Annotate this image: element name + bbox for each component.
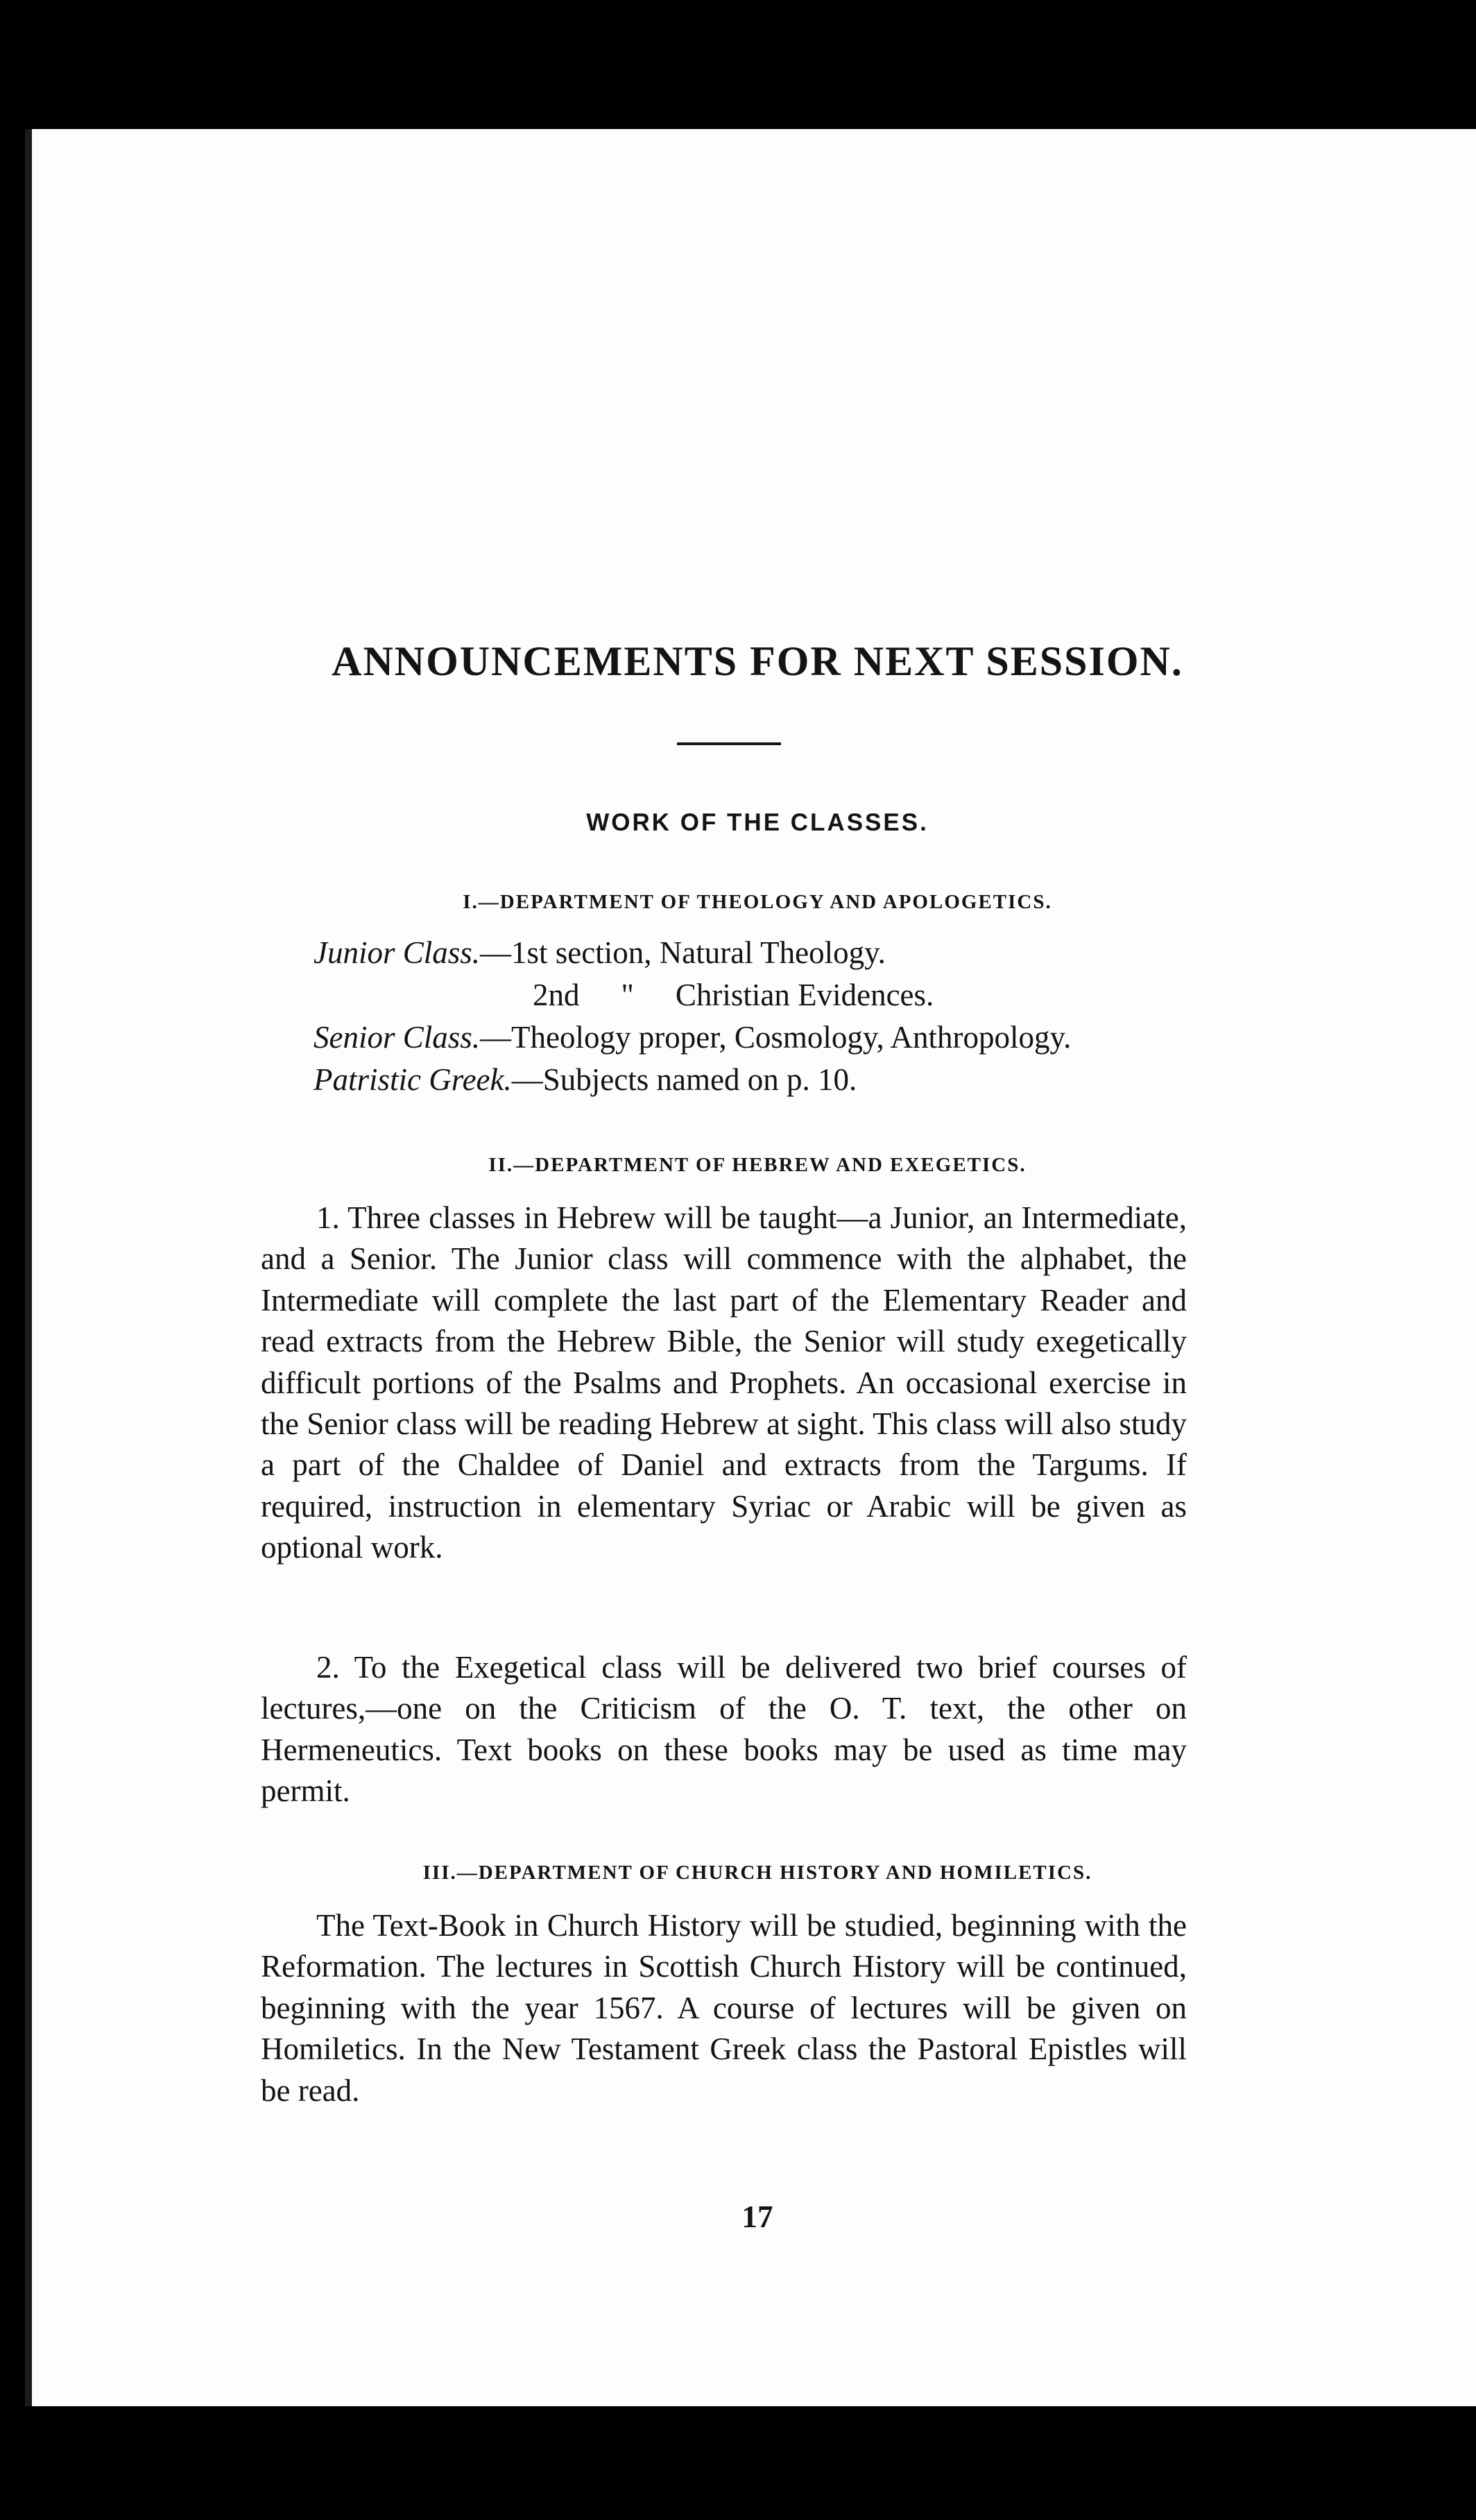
class-text-patristic: —Subjects named on p. 10. — [511, 1062, 857, 1097]
paragraph-text: 1. Three classes in Hebrew will be taught—a Junior, an Intermediate, and a Senior. The Junior class will commence with the alphabet, the Intermediate will complete the last part of the Elementary Reader and read extracts from the Hebrew Bible, the Senior will study exegetically difficult portions of the Psalms and Prophets. An occasional exercise in the Senior class will be reading Hebrew at sight. This class will also study a part of the Chaldee of Daniel and extracts from the Targums. If required, instruction in elementary Syriac or Arabic will be given as optional work. — [261, 1200, 1187, 1565]
class-text-senior: —Theology proper, Cosmology, Anthropology. — [480, 1020, 1072, 1055]
church-history-paragraph — [261, 1905, 1187, 2111]
class-label-senior: Senior Class. — [314, 1020, 481, 1055]
class-label-junior: Junior Class. — [314, 935, 481, 970]
class-junior-2nd-text: Christian Evidences. — [675, 978, 934, 1012]
paragraph-text: The Text-Book in Church History will be studied, beginning with the Reformation. The lectures in Scottish Church History will be continued, beginning with the year 1567. A course of lectures will be given on Homiletics. In the New Testament Greek class the Pastoral Epistles will be read. — [261, 1908, 1187, 2108]
section-heading: WORK OF THE CLASSES. — [586, 809, 929, 836]
department-heading-hebrew: II.—DEPARTMENT OF HEBREW AND EXEGETICS. — [488, 1154, 1027, 1176]
class-line-junior-2nd-section — [533, 977, 934, 1013]
class-text-junior: —1st section, Natural Theology. — [480, 935, 886, 970]
class-line-junior — [314, 935, 886, 971]
class-junior-2nd-label: 2nd — [533, 978, 580, 1012]
title-rule-divider — [677, 742, 781, 745]
department-heading-church-history: III.—DEPARTMENT OF CHURCH HISTORY AND HOMILETICS. — [422, 1862, 1092, 1884]
page-number: 17 — [741, 2199, 773, 2234]
class-line-patristic-greek — [314, 1062, 857, 1098]
paragraph-text: 2. To the Exegetical class will be delivered two brief courses of lectures,—one on the Criticism of the O. T. text, the other on Hermeneutics. Text books on these books may be used as time may permit. — [261, 1650, 1187, 1809]
class-label-patristic: Patristic Greek. — [314, 1062, 512, 1097]
ditto-mark: " — [621, 978, 634, 1012]
page-title: ANNOUNCEMENTS FOR NEXT SESSION. — [332, 638, 1183, 684]
department-heading-theology: I.—DEPARTMENT OF THEOLOGY AND APOLOGETICS. — [463, 891, 1052, 913]
hebrew-paragraph-1 — [261, 1198, 1187, 1569]
class-line-senior — [314, 1019, 1071, 1055]
document-page — [25, 129, 1476, 2406]
hebrew-paragraph-2 — [261, 1647, 1187, 1812]
